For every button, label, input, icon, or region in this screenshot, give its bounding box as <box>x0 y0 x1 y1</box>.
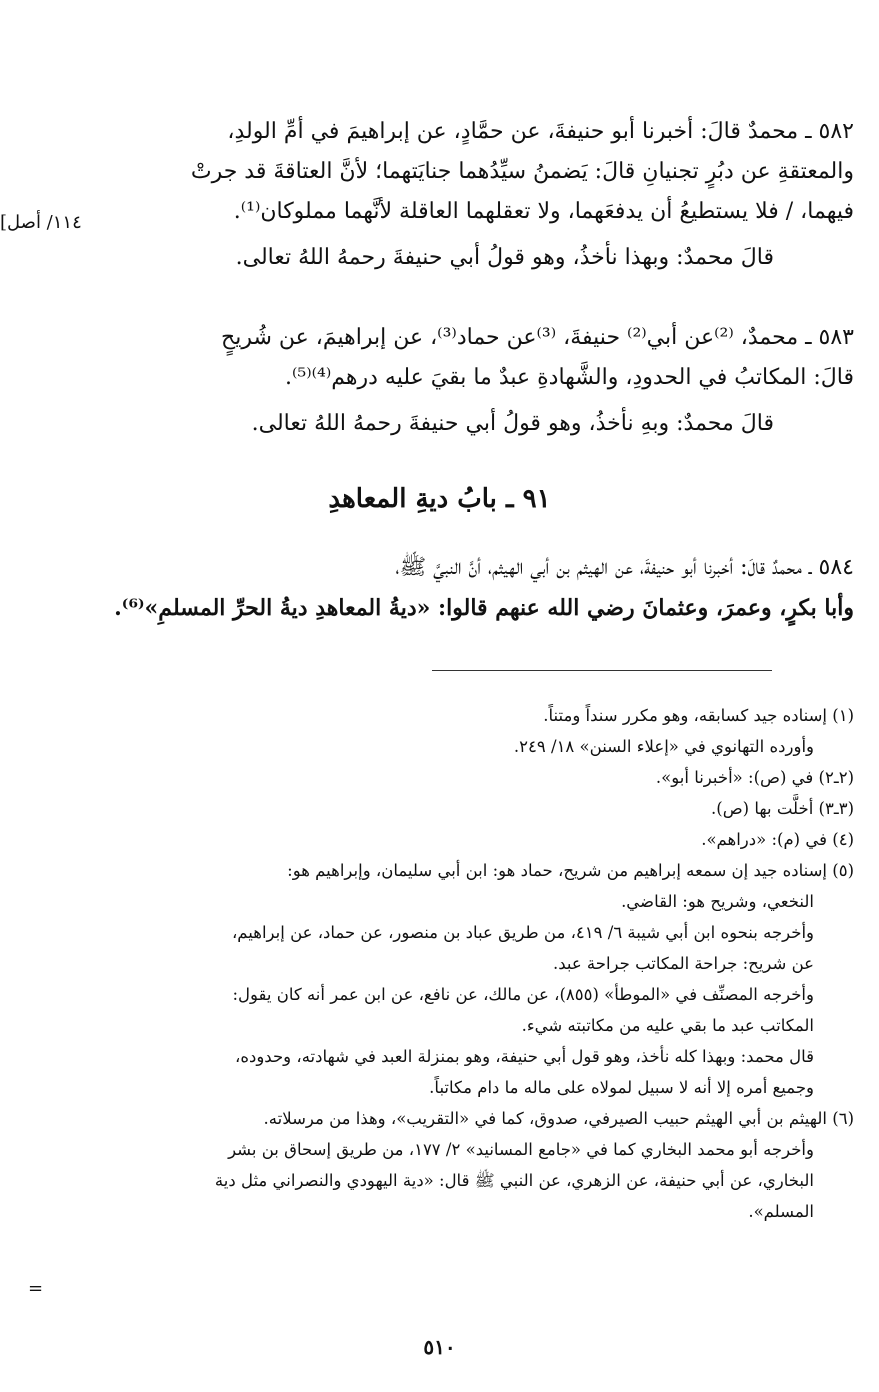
p582-line3: فيهما، / فلا يستطيعُ أن يدفعَهما، ولا تعقلهما العاقلة لأنَّهما مملوكان⁽¹⁾. <box>233 199 854 224</box>
footnote-5-cont-2: وأخرجه بنحوه ابن أبي شيبة ٦/ ٤١٩، من طريق عباد بن منصور، عن حماد، عن إبراهيم، <box>231 923 814 942</box>
footnote-4: (٤) في (م): «دراهم». <box>701 830 854 849</box>
chapter-heading-text: ٩١ ـ بابُ ديةِ المعاهدِ <box>328 484 551 514</box>
page-number: ٥١٠ <box>423 1335 456 1359</box>
footnote-6-cont-2: البخاري، عن أبي حنيفة، عن الزهري، عن النبي ﷺ قال: «دية اليهودي والنصراني مثل دية <box>214 1171 814 1190</box>
footnote-1: (١) إسناده جيد كسابقه، وهو مكرر سنداً ومتناً. <box>543 706 854 725</box>
footnote-5-cont-3: عن شريح: جراحة المكاتب جراحة عبد. <box>552 954 814 973</box>
p583-comment: قالَ محمدٌ: وبهِ نأخذُ، وهو قولُ أبي حنيفةَ رحمهُ اللهُ تعالى. <box>251 411 774 436</box>
p583-line2: قالَ: المكاتبُ في الحدودِ، والشَّهادةِ عبدٌ ما بقيَ عليه درهم⁽⁴⁾⁽⁵⁾. <box>284 365 854 390</box>
margin-reference: ١١٤/ أصل] <box>0 212 82 233</box>
paragraph-584 <box>20 548 854 628</box>
footnote-5-cont-7: وجميع أمره إلا أنه لا سبيل لمولاه على ماله ما دام مكاتباً. <box>429 1078 814 1097</box>
p582-line2: والمعتقةِ عن دبُرٍ تجنيانِ قالَ: يَضمنُ سيِّدُهما جنايَتهما؛ لأنَّ العتاقةَ قد جرتْ <box>190 159 854 184</box>
footnote-divider <box>432 670 772 671</box>
footnote-5: (٥) إسناده جيد إن سمعه إبراهيم من شريح، حماد هو: ابن أبي سليمان، وإبراهيم هو: <box>287 861 854 880</box>
paragraph-582 <box>20 112 854 278</box>
footnote-2: (٢ـ٢) في (ص): «أخبرنا أبو». <box>655 768 854 787</box>
chapter-heading <box>0 484 879 514</box>
footnote-5-cont-4: وأخرجه المصنِّف في «الموطأ» (٨٥٥)، عن مالك، عن نافع، عن ابن عمر أنه كان يقول: <box>232 985 814 1004</box>
footnote-1-cont: وأورده التهانوي في «إعلاء السنن» ١٨/ ٢٤٩. <box>513 737 814 756</box>
p582-line1: ٥٨٢ ـ محمدٌ قالَ: أخبرنا أبو حنيفةَ، عن حمَّادٍ، عن إبراهيمَ في أمِّ الولدِ، <box>227 119 854 144</box>
footnote-6: (٦) الهيثم بن أبي الهيثم حبيب الصيرفي، صدوق، كما في «التقريب»، وهذا من مرسلاته. <box>263 1109 854 1128</box>
continuation-mark: = <box>28 1278 44 1299</box>
p582-comment: قالَ محمدٌ: وبهذا نأخذُ، وهو قولُ أبي حنيفةَ رحمهُ اللهُ تعالى. <box>235 245 774 270</box>
p584-line1: ٥٨٤ ـ محمدٌ قالَ: أخبرنا أبو حنيفةَ، عن الهيثم بن أبي الهيثم، أنَّ النبيَّ ﷺ، <box>395 555 854 580</box>
footnote-5-cont-6: قال محمد: وبهذا كله نأخذ، وهو قول أبي حنيفة، وهو بمنزلة العبد في شهادته، وحدوده، <box>235 1047 814 1066</box>
footnote-6-cont-3: المسلم». <box>748 1202 814 1221</box>
p583-line1: ٥٨٣ ـ محمدٌ، ⁽²⁾عن أبي⁽²⁾ حنيفةَ، ⁽³⁾عن حماد⁽³⁾، عن إبراهيمَ، عن شُريحٍ <box>221 325 854 350</box>
paragraph-583 <box>20 318 854 444</box>
footnotes <box>25 700 854 1227</box>
footnote-5-cont-5: المكاتب عبد ما بقي عليه من مكاتبته شيء. <box>521 1016 814 1035</box>
p584-line2: وأبا بكرٍ، وعمرَ، وعثمانَ رضي الله عنهم قالوا: «ديةُ المعاهدِ ديةُ الحرِّ المسلمِ»⁽⁶⁾. <box>114 595 854 621</box>
footnote-5-cont-1: النخعي، وشريح هو: القاضي. <box>621 892 814 911</box>
footnote-6-cont-1: وأخرجه أبو محمد البخاري كما في «جامع المسانيد» ٢/ ١٧٧، من طريق إسحاق بن بشر <box>228 1140 814 1159</box>
footnote-3: (٣ـ٣) أخلَّت بها (ص). <box>711 799 854 818</box>
